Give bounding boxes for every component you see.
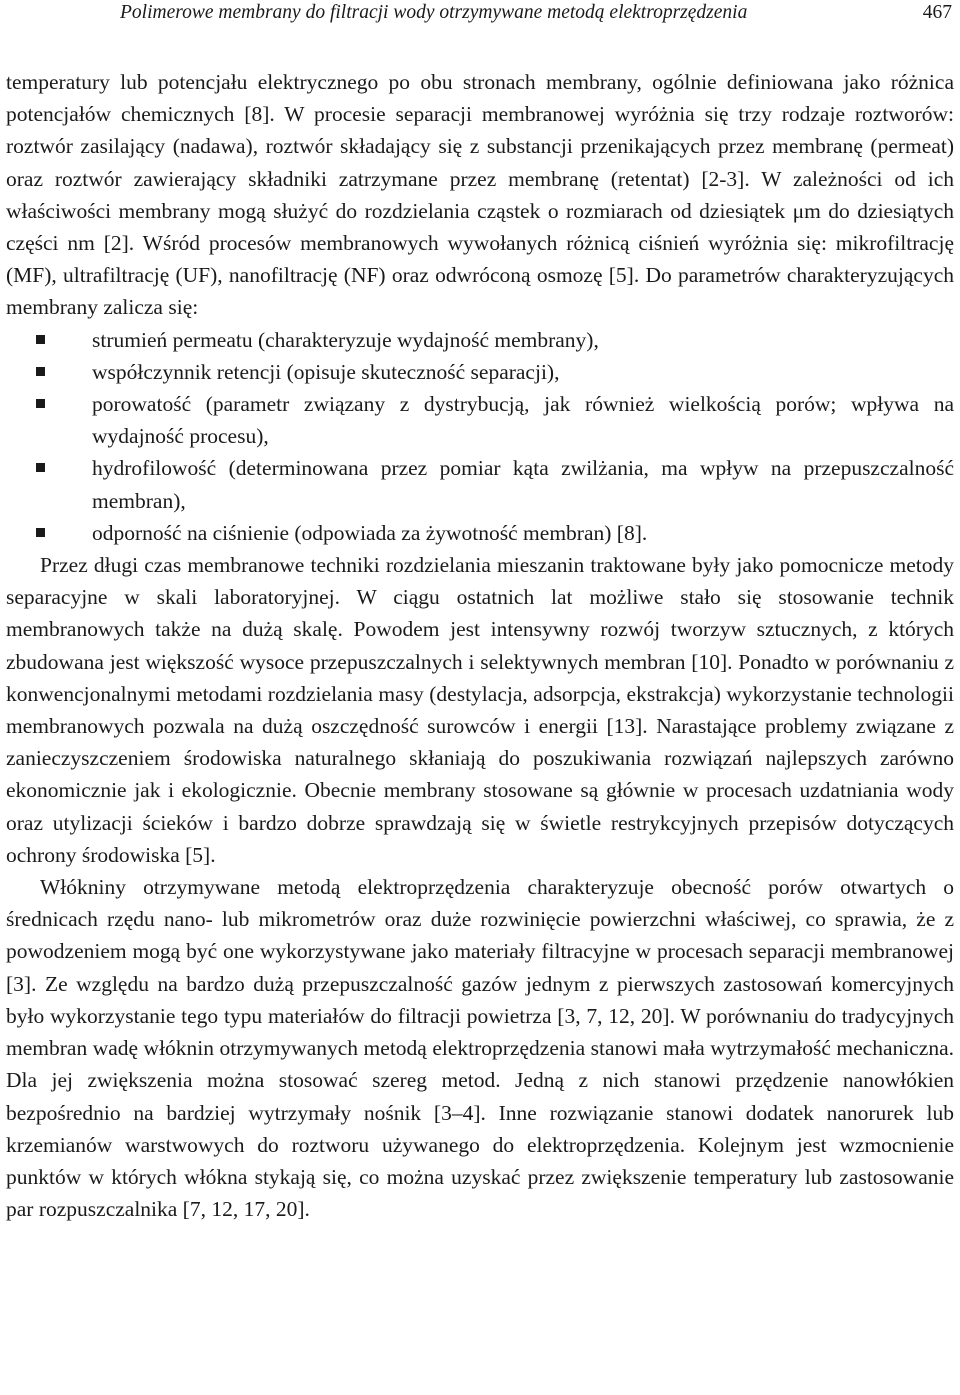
- body-text: [6, 66, 954, 1225]
- square-bullet-icon: [36, 399, 45, 408]
- square-bullet-icon: [36, 367, 45, 376]
- list-item-text: strumień permeatu (charakteryzuje wydajność membrany),: [92, 327, 599, 352]
- square-bullet-icon: [36, 335, 45, 344]
- list-item-text: porowatość (parametr związany z dystrybucją, jak również wielkością porów; wpływa na wydajność procesu),: [92, 392, 954, 449]
- paragraph-continuation: temperatury lub potencjału elektrycznego po obu stronach membrany, ogólnie definiowana jako różnica potencjałów chemicznych [8]. W procesie separacji membranowej wyróżnia się trzy rodzaje roztworów: roztwór zasilający (nadawa), roztwór składający się z substancji przenikających przez membranę (permeat) oraz roztwór zawierający składniki zatrzymane przez membranę (retentat) [2-3]. W zależności od ich właściwości membrany mogą służyć do rozdzielania cząstek o rozmiarach od dziesiątek μm do dziesiątych części nm [2]. Wśród procesów membranowych wywołanych różnicą ciśnień wyróżnia się: mikrofiltrację (MF), ultrafiltrację (UF), nanofiltrację (NF) oraz odwróconą osmozę [5]. Do parametrów charakteryzujących membrany zalicza się:: [6, 70, 954, 320]
- square-bullet-icon: [36, 463, 45, 472]
- running-header: [6, 0, 954, 28]
- header-title: Polimerowe membrany do filtracji wody otrzymywane metodą elektroprzędzenia: [120, 2, 748, 23]
- list-item: [6, 356, 954, 388]
- paragraph-electrospun-nonwovens: Włókniny otrzymywane metodą elektroprzędzenia charakteryzuje obecność porów otwartych o średnicach rzędu nano- lub mikrometrów oraz duże rozwinięcie powierzchni właściwej, co sprawia, że z powodzeniem mogą być one wykorzystywane jako materiały filtracyjne w procesach separacji membranowej [3]. Ze względu na bardzo dużą przepuszczalność gazów jednym z pierwszych zastosowań komercyjnych było wykorzystanie tego typu materiałów do filtracji powietrza [3, 7, 12, 20]. W porównaniu do tradycyjnych membran wadę włóknin otrzymywanych metodą elektroprzędzenia stanowi mała wytrzymałość mechaniczna. Dla jej zwiększenia można stosować szereg metod. Jedną z nich stanowi przędzenie nanowłókien bezpośrednio na bardziej wytrzymały nośnik [3–4]. Inne rozwiązanie stanowi dodatek nanorurek lub krzemianów warstwowych do roztworu używanego do elektroprzędzenia. Kolejnym jest wzmocnienie punktów w których włókna stykają się, co można uzyskać przez zwiększenie temperatury lub zastosowanie par rozpuszczalnika [7, 12, 17, 20].: [6, 875, 954, 1222]
- paragraph-membrane-techniques: Przez długi czas membranowe techniki rozdzielania mieszanin traktowane były jako pomocnicze metody separacyjne w skali laboratoryjnej. W ciągu ostatnich lat możliwe stało się stosowanie technik membranowych także na dużą skalę. Powodem jest intensywny rozwój tworzyw sztucznych, z których zbudowana jest większość wysoce przepuszczalnych i selektywnych membran [10]. Ponadto w porównaniu z konwencjonalnymi metodami rozdzielania masy (destylacja, adsorpcja, ekstrakcja) wykorzystanie technologii membranowych pozwala na dużą oszczędność surowców i energii [13]. Narastające problemy związane z zanieczyszczeniem środowiska naturalnego skłaniają do poszukiwania rozwiązań najlepszych zarówno ekonomicznie jak i ekologicznie. Obecnie membrany stosowane są głównie w procesach uzdatniania wody oraz utylizacji ścieków i bardzo dobrze sprawdzają się w świetle restrykcyjnych przepisów dotyczących ochrony środowiska [5].: [6, 553, 954, 867]
- list-item-text: hydrofilowość (determinowana przez pomiar kąta zwilżania, ma wpływ na przepuszczalność membran),: [92, 456, 954, 513]
- page-number: 467: [922, 2, 952, 23]
- list-item: [6, 452, 954, 516]
- page: [6, 0, 954, 1225]
- list-item: [6, 388, 954, 452]
- list-item: [6, 324, 954, 356]
- list-item: [6, 517, 954, 549]
- membrane-parameters-list: [6, 324, 954, 549]
- list-item-text: współczynnik retencji (opisuje skuteczność separacji),: [92, 359, 560, 384]
- square-bullet-icon: [36, 528, 45, 537]
- list-item-text: odporność na ciśnienie (odpowiada za żywotność membran) [8].: [92, 520, 648, 545]
